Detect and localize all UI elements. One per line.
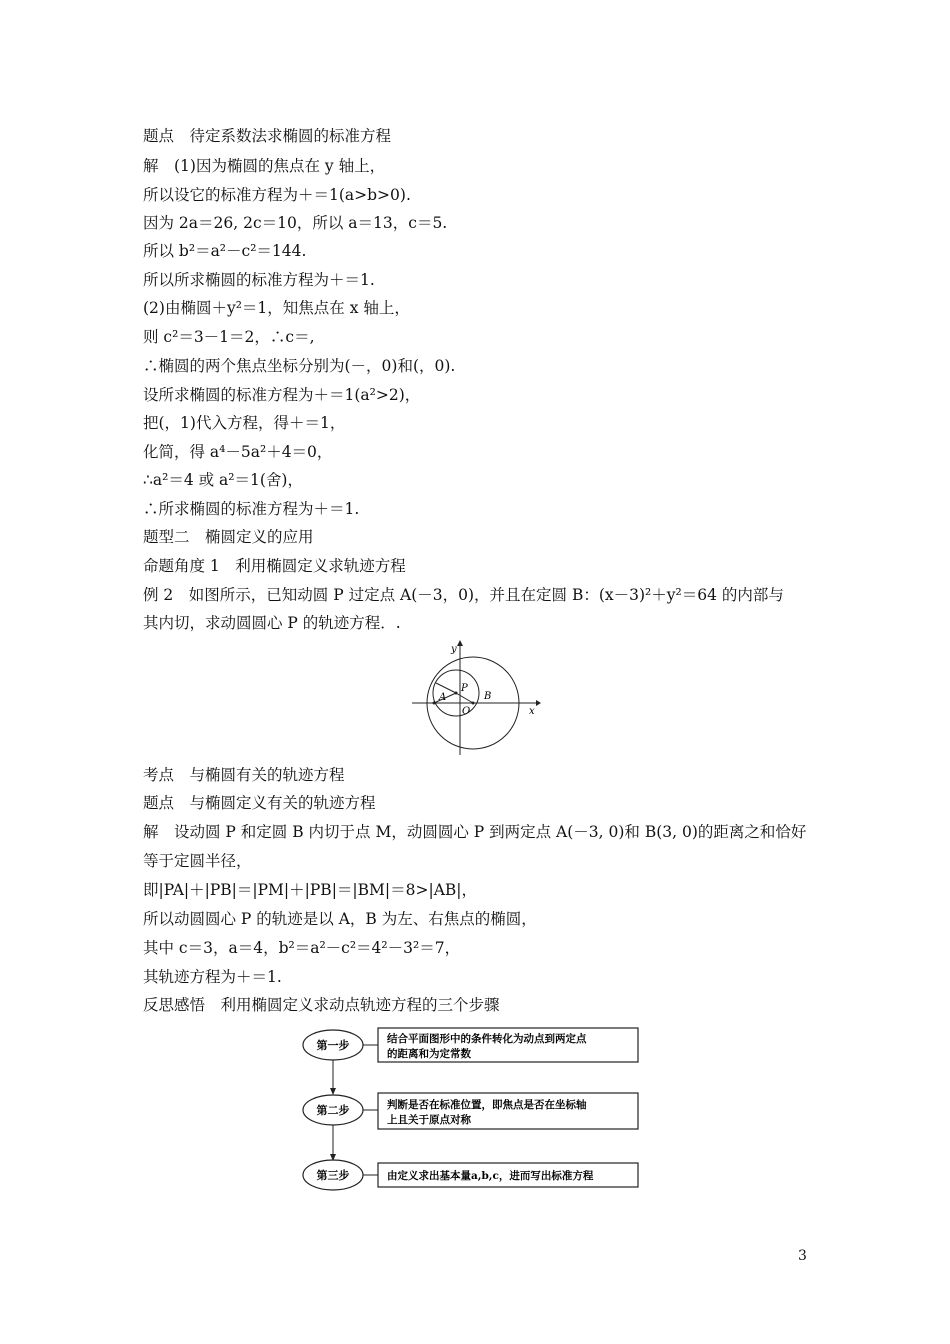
step-1-text: 的距离和为定常数 <box>387 1048 471 1060</box>
flow-arrowhead <box>330 1088 336 1095</box>
text-line: 解 (1)因为椭圆的焦点在 y 轴上， <box>143 157 386 175</box>
text-line: ∴所求椭圆的标准方程为＋＝1. <box>143 500 360 518</box>
text-line: ∴椭圆的两个焦点坐标分别为(－，0)和(，0). <box>143 357 456 375</box>
text-line: 反思感悟 利用椭圆定义求动点轨迹方程的三个步骤 <box>143 996 500 1014</box>
subsection-heading: 命题角度 1 利用椭圆定义求轨迹方程 <box>143 557 406 575</box>
label-x: x <box>529 706 535 717</box>
label-y: y <box>451 644 457 655</box>
example-text: 例 2 如图所示，已知动圆 P 过定点 A(－3，0)，并且在定圆 B：(x－3)²＋y²＝64 的内部与 <box>143 586 784 604</box>
text-line: 所以设它的标准方程为＋＝1(a>b>0). <box>143 186 411 204</box>
text-line: 化简，得 a⁴－5a²＋4＝0， <box>143 443 333 461</box>
text-line: 即|PA|＋|PB|＝|PM|＋|PB|＝|BM|＝8>|AB|， <box>143 881 477 899</box>
text-line: (2)由椭圆＋y²＝1，知焦点在 x 轴上， <box>143 299 410 317</box>
text-line: ∴a²＝4 或 a²＝1(舍)， <box>143 471 303 489</box>
y-axis-arrow <box>457 640 463 646</box>
text-line: 把(，1)代入方程，得＋＝1， <box>143 414 346 432</box>
circle-figure <box>412 638 542 756</box>
step-3-label: 第三步 <box>316 1169 350 1182</box>
flow-chart <box>300 1024 645 1194</box>
text-line: 则 c²＝3－1＝2，∴c＝, <box>143 328 315 346</box>
text-line: 所以动圆圆心 P 的轨迹是以 A，B 为左、右焦点的椭圆， <box>143 910 537 928</box>
point-a <box>433 702 436 705</box>
step-3-text: 由定义求出基本量a,b,c，进而写出标准方程 <box>387 1170 594 1182</box>
text-line: 所以 b²＝a²－c²＝144. <box>143 242 307 260</box>
step-2-label: 第二步 <box>316 1104 350 1117</box>
step-2-text: 上且关于原点对称 <box>387 1114 471 1126</box>
point-p <box>455 692 458 695</box>
label-p: P <box>461 683 468 694</box>
text-line: 题点 与椭圆定义有关的轨迹方程 <box>143 794 376 812</box>
text-line: 解 设动圆 P 和定圆 B 内切于点 M，动圆圆心 P 到两定点 A(－3, 0)和 B(3, 0)的距离之和恰好 <box>143 823 807 841</box>
text-line: 因为 2a＝26, 2c＝10，所以 a＝13，c＝5. <box>143 214 448 232</box>
example-text: 其内切，求动圆圆心 P 的轨迹方程．. <box>143 614 401 632</box>
text-line: 设所求椭圆的标准方程为＋＝1(a²>2)， <box>143 386 421 404</box>
page-number: 3 <box>798 1248 807 1264</box>
label-a: A <box>439 692 447 703</box>
text-line: 等于定圆半径， <box>143 852 252 870</box>
text-line: 题点 待定系数法求椭圆的标准方程 <box>143 127 392 145</box>
text-line: 所以所求椭圆的标准方程为＋＝1. <box>143 271 375 289</box>
label-o: O <box>462 706 471 717</box>
x-axis-arrow <box>536 700 541 706</box>
point-b <box>472 702 475 705</box>
segment-pb <box>456 693 473 703</box>
text-line: 其中 c＝3，a＝4，b²＝a²－c²＝4²－3²＝7， <box>143 939 461 957</box>
step-1-text: 结合平面图形中的条件转化为动点到两定点 <box>387 1033 587 1045</box>
step-2-text: 判断是否在标准位置，即焦点是否在坐标轴 <box>387 1099 587 1111</box>
text-line: 考点 与椭圆有关的轨迹方程 <box>143 766 345 784</box>
section-heading: 题型二 椭圆定义的应用 <box>143 528 314 546</box>
step-1-label: 第一步 <box>316 1039 350 1052</box>
label-b: B <box>484 691 492 702</box>
text-line: 其轨迹方程为＋＝1. <box>143 968 282 986</box>
